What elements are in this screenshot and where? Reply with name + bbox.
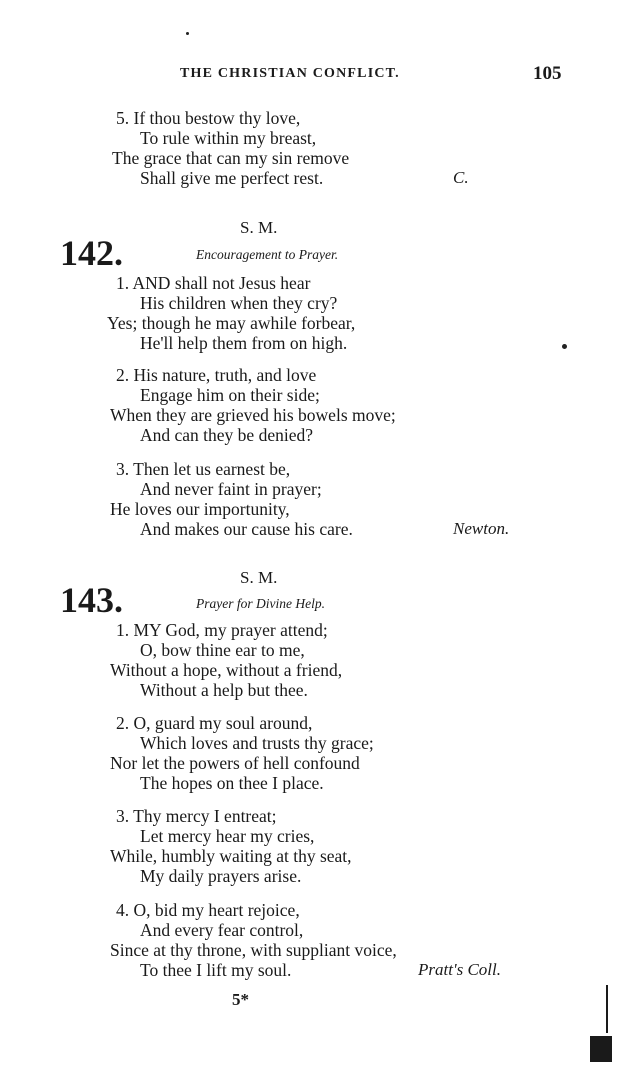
page-number: 105 (533, 63, 562, 84)
verse-line: While, humbly waiting at thy seat, (110, 846, 352, 866)
verse-line: 3. Thy mercy I entreat; (116, 806, 277, 826)
scan-speck (186, 32, 189, 35)
signature-mark: 5* (232, 990, 249, 1009)
hymn-meter: S. M. (240, 568, 278, 587)
verse-line: Engage him on their side; (140, 385, 320, 405)
verse-line: Without a hope, without a friend, (110, 660, 343, 680)
verse-line: 5. If thou bestow thy love, (116, 108, 301, 128)
verse-line: And every fear control, (140, 920, 304, 940)
verse-line: To thee I lift my soul. (140, 960, 292, 980)
hymn-title: Prayer for Divine Help. (196, 596, 325, 611)
verse-line: And can they be denied? (140, 425, 313, 445)
verse-line: And makes our cause his care. (140, 519, 353, 539)
verse-line: His children when they cry? (140, 293, 338, 313)
verse-line: 1. AND shall not Jesus hear (116, 273, 311, 293)
verse-line: 2. O, guard my soul around, (116, 713, 313, 733)
verse-line: Since at thy throne, with suppliant voice, (110, 940, 397, 960)
page-edge-shadow (606, 985, 608, 1033)
hymn-number: 142. (60, 233, 123, 273)
verse-line: To rule within my breast, (140, 128, 317, 148)
verse-line: The grace that can my sin remove (112, 148, 350, 168)
verse-line: He'll help them from on high. (140, 333, 348, 353)
page-edge-shadow (590, 1036, 612, 1062)
verse-line: Which loves and trusts thy grace; (140, 733, 374, 753)
verse-line: When they are grieved his bowels move; (110, 405, 396, 425)
verse-line: Without a help but thee. (140, 680, 308, 700)
verse-line: My daily prayers arise. (140, 866, 302, 886)
author-credit: Pratt's Coll. (418, 960, 501, 979)
scan-speck (562, 344, 567, 349)
hymn-number: 143. (60, 580, 123, 620)
verse-line: 3. Then let us earnest be, (116, 459, 291, 479)
verse-line: 1. MY God, my prayer attend; (116, 620, 328, 640)
verse-line: Shall give me perfect rest. (140, 168, 324, 188)
verse-line: The hopes on thee I place. (140, 773, 324, 793)
verse-line: Yes; though he may awhile forbear, (107, 313, 356, 333)
author-credit: C. (453, 168, 469, 187)
verse-line: 4. O, bid my heart rejoice, (116, 900, 300, 920)
hymn-title: Encouragement to Prayer. (196, 247, 339, 262)
author-credit: Newton. (453, 519, 510, 538)
verse-line: Let mercy hear my cries, (140, 826, 315, 846)
verse-line: O, bow thine ear to me, (140, 640, 305, 660)
verse-line: And never faint in prayer; (140, 479, 322, 499)
running-title: THE CHRISTIAN CONFLICT. (180, 66, 400, 81)
verse-line: Nor let the powers of hell confound (110, 753, 360, 773)
verse-line: He loves our importunity, (110, 499, 290, 519)
hymn-meter: S. M. (240, 218, 278, 237)
verse-line: 2. His nature, truth, and love (116, 365, 317, 385)
